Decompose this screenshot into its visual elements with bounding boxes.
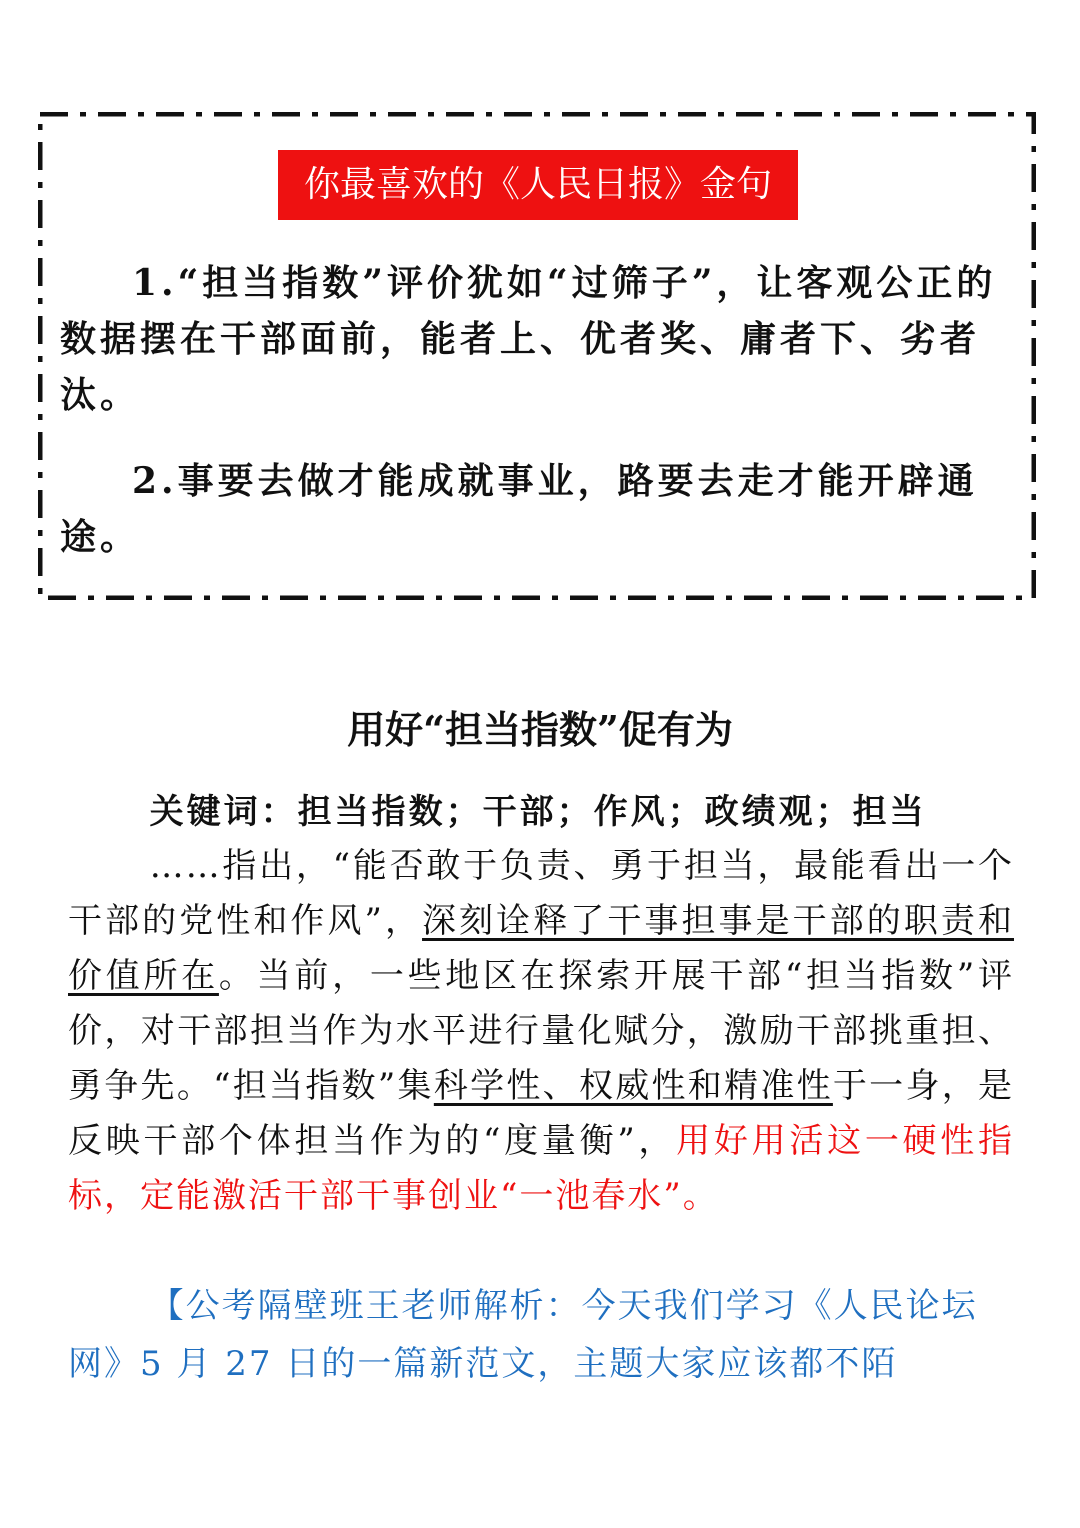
article-body-paragraph bbox=[68, 839, 1014, 1224]
body-text-segment: 于一身，是反映干部个体担当作为的“度量衡”， bbox=[68, 1066, 1015, 1161]
underlined-phrase: 科学性、权威性和精准性 bbox=[433, 1066, 833, 1106]
article-keywords: 关键词：担当指数；干部；作风；政绩观；担当 bbox=[149, 792, 927, 832]
underlined-phrase: 深刻诠释了干事担事是干部的职责和价值所在 bbox=[68, 901, 1014, 996]
quote-item-1: 1.“担当指数”评价犹如“过筛子”，让客观公正的数据摆在干部面前，能者上、优者奖、庸者下、劣者汰。 bbox=[60, 262, 997, 416]
teacher-analysis: 【公考隔壁班王老师解析：今天我们学习《人民论坛网》5 月 27 日的一篇新范文，主题大家应该都不陌 bbox=[68, 1286, 978, 1384]
body-text-segment: 。当前，一些地区在探索开展干部“担当指数”评价，对干部担当作为水平进行量化赋分，激励干部挑重担、勇争先。“担当指数”集 bbox=[68, 956, 1015, 1106]
quote-item-2: 2.事要去做才能成就事业，路要去走才能开辟通途。 bbox=[60, 460, 978, 558]
article-title: 用好“担当指数”促有为 bbox=[347, 707, 733, 752]
quote-box-title: 你最喜欢的《人民日报》金句 bbox=[278, 150, 798, 220]
body-text-segment: ……指出，“能否敢于负责、勇于担当，最能看出一个干部的党性和作风”， bbox=[68, 846, 1014, 941]
emphasis-red-text: 用好用活这一硬性指标，定能激活干部干事创业“一池春水”。 bbox=[68, 1121, 1015, 1216]
